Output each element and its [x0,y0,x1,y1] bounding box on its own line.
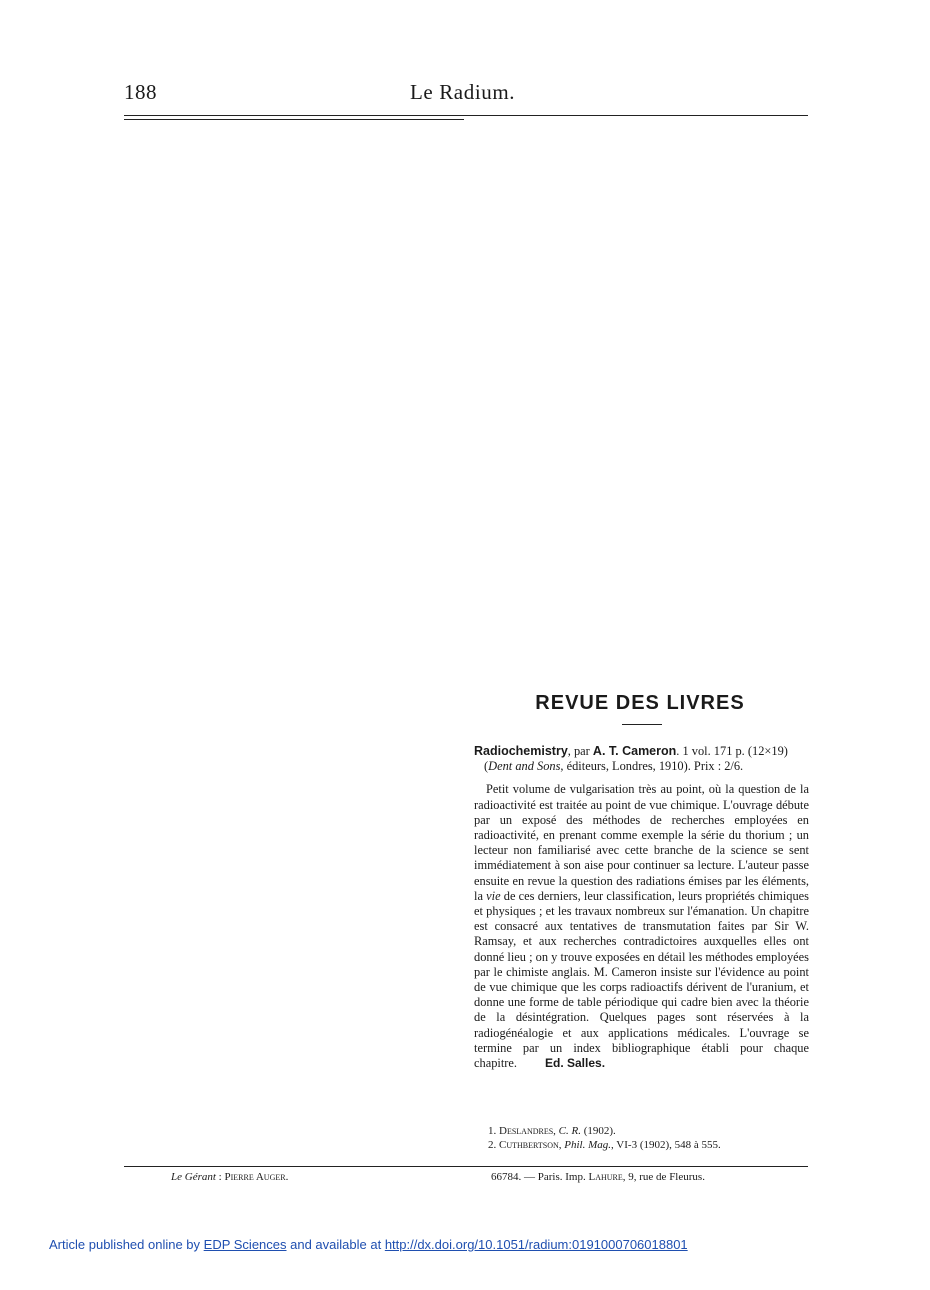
footnote-number: 2. [488,1139,497,1151]
footnote-journal: C. R. [558,1125,581,1137]
edp-sciences-link[interactable]: EDP Sciences [203,1237,287,1252]
footer-rule [124,1166,808,1167]
review-heading [474,744,809,774]
review-body-1: Petit volume de vulgarisation très au point, où la question de la radioactivité est traitée au point de vue chimique. L'ouvrage débute par un exposé des méthodes de recherches employées en radioactivité, en prenant comme exemple la série du thorium ; un lecteur non familiarisé avec cette branche de la science se sent immédiatement à son aise pour continuer sa lecture. L'auteur passe ensuite en revue la question des radiations émises par les éléments, la [474,782,809,903]
printer-text-2: , 9, rue de Fleurus. [622,1171,705,1183]
header-rule-bottom [124,119,464,120]
gerant-end: . [285,1171,289,1183]
footnote [488,1124,808,1138]
footer-printer [491,1171,705,1183]
doi-link[interactable]: http://dx.doi.org/10.1051/radium:0191000706018801 [384,1237,688,1252]
section-title: REVUE DES LIVRES [535,692,745,714]
notice-text-1: Article published online by [49,1237,204,1252]
footer-gerant [171,1171,288,1183]
printer-text-1: 66784. — Paris. Imp. [491,1171,589,1183]
footnote-reference: (1902). [580,1125,616,1137]
section-divider [622,724,662,725]
header-rule-top [124,115,808,116]
gerant-label: Le Gérant [171,1171,216,1183]
book-details-1: . 1 vol. 171 p. (12×19) ( [484,744,788,774]
footnote-author: Cuthbertson [499,1139,559,1151]
review-body [474,782,809,1071]
footnote-reference: , VI-3 (1902), 548 à 555. [611,1139,721,1151]
notice-text-2: and available at [286,1237,385,1252]
footnote-author: Deslandres [499,1125,554,1137]
book-review [474,744,809,1071]
review-body-2: de ces derniers, leur classification, leurs propriétés chimiques et physiques ; et les travaux nombreux sur l'émanation. Un chapitre est consacré aux tentatives de transmutation faites par Sir W. Ramsay, et aux recherches contradictoires auxquelles elles ont donné lieu ; on y trouve exposées en détail les méthodes employées par le chimiste anglais. M. Cameron insiste sur l'évidence au point de vue chimique que les corps radioactifs dérivent de l'uranium, et donne une forme de table périodique qui cadre bien avec la théorie de la désintégration. Quelques pages sont réservées à la radiogénéalogie et aux applications médicales. L'ouvrage se termine par un index bibliographique établi pour chaque chapitre. [474,888,809,1071]
book-details-2: , éditeurs, Londres, 1910). Prix : 2/6. [560,759,744,774]
review-par: , par [567,744,590,758]
review-body-italic: vie [486,888,501,903]
footnote-separator: , [558,1139,565,1151]
gerant-name: Pierre Auger [224,1171,286,1183]
book-author: A. T. Cameron [592,744,677,758]
footnote-number: 1. [488,1125,497,1137]
article-notice [49,1237,688,1252]
footnotes [488,1124,808,1152]
printer-name: Lahure [588,1171,623,1183]
review-signature: Ed. Salles. [545,1056,606,1071]
footnote-separator: , [553,1125,559,1137]
footnote [488,1138,808,1152]
gerant-separator: : [215,1171,225,1183]
footnote-journal: Phil. Mag. [564,1139,611,1151]
journal-title: Le Radium. [410,80,516,104]
page-number: 188 [124,80,157,104]
book-publisher: Dent and Sons [488,759,561,774]
book-title: Radiochemistry [474,744,568,758]
